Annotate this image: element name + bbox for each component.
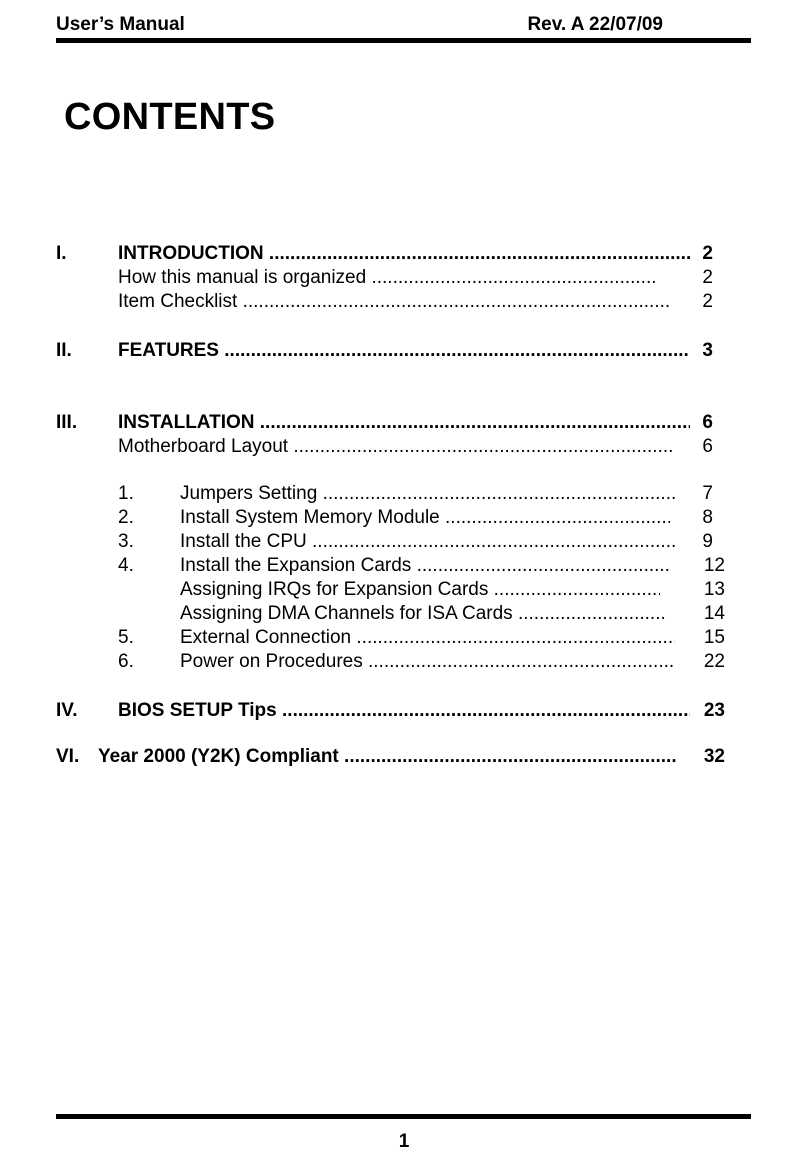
toc-entry-jumpers[interactable] [118, 482, 713, 506]
toc-entry-page: 32 [703, 746, 725, 767]
toc-entry-dma[interactable] [180, 602, 725, 626]
toc-entry-page: 15 [703, 627, 725, 648]
toc-entry-title: FEATURES ..... [118, 339, 690, 363]
toc-entry-title: Year 2000 (Y2K) Compliant ..... [98, 745, 676, 769]
toc-entry-title: Motherboard Layout ..... [118, 435, 673, 459]
toc-entry-number: 1. [118, 483, 134, 504]
toc-entry-number: 3. [118, 531, 134, 552]
toc-entry-number: II. [56, 340, 72, 361]
toc-entry-number: I. [56, 243, 67, 264]
toc-entry-page: 13 [703, 579, 725, 600]
toc-entry-page: 22 [703, 651, 725, 672]
toc-entry-introduction[interactable] [56, 242, 713, 266]
toc-entry-page: 2 [702, 243, 713, 264]
toc-entry-number: VI. [56, 746, 80, 767]
manual-name: User’s Manual [56, 14, 185, 35]
toc-entry-title: Install the Expansion Cards ..... [180, 554, 670, 578]
toc-entry-page: 8 [702, 507, 713, 528]
toc-entry-features[interactable] [56, 339, 713, 363]
toc-entry-expansion[interactable] [118, 554, 725, 578]
toc-entry-title: How this manual is organized ..... [118, 266, 658, 290]
toc-entry-number: 2. [118, 507, 134, 528]
revision-date: Rev. A 22/07/09 [527, 14, 663, 35]
toc-entry-number: III. [56, 412, 78, 433]
toc-entry-external[interactable] [118, 626, 725, 650]
toc-entry-page: 3 [702, 340, 713, 361]
toc-entry-title: External Connection ..... [180, 626, 675, 650]
page-number: 1 [398, 1131, 410, 1152]
toc-entry-title: BIOS SETUP Tips ..... [118, 699, 690, 723]
toc-entry-title: Item Checklist ..... [118, 290, 670, 314]
toc-entry-item-checklist[interactable] [118, 290, 713, 314]
toc-entry-title: Assigning IRQs for Expansion Cards ..... [180, 578, 660, 602]
toc-entry-number: 6. [118, 651, 134, 672]
toc-entry-title: Install the CPU ..... [180, 530, 677, 554]
toc-entry-page: 23 [703, 700, 725, 721]
toc-entry-page: 2 [702, 291, 713, 312]
toc-entry-page: 12 [703, 555, 725, 576]
toc-entry-how-organized[interactable] [118, 266, 713, 290]
footer-rule [56, 1114, 751, 1119]
toc-entry-power[interactable] [118, 650, 725, 674]
toc-entry-number: 5. [118, 627, 134, 648]
toc-entry-title: Jumpers Setting ..... [180, 482, 677, 506]
toc-entry-motherboard-layout[interactable] [118, 435, 713, 459]
toc-entry-cpu[interactable] [118, 530, 713, 554]
toc-entry-page: 6 [702, 412, 713, 433]
toc-entry-irqs[interactable] [180, 578, 725, 602]
toc-entry-number: 4. [118, 555, 134, 576]
toc-entry-title: Install System Memory Module ..... [180, 506, 670, 530]
toc-entry-page: 7 [702, 483, 713, 504]
toc-entry-number: IV. [56, 700, 78, 721]
toc-entry-page: 14 [703, 603, 725, 624]
toc-entry-installation[interactable] [56, 411, 713, 435]
toc-entry-y2k[interactable] [56, 745, 725, 769]
toc-entry-page: 9 [702, 531, 713, 552]
toc-entry-page: 2 [702, 267, 713, 288]
header-rule [56, 38, 751, 43]
toc-entry-bios[interactable] [56, 699, 725, 723]
toc-entry-title: INTRODUCTION ..... [118, 242, 690, 266]
toc-entry-title: INSTALLATION ..... [118, 411, 690, 435]
running-header [56, 14, 751, 40]
toc-entry-memory[interactable] [118, 506, 713, 530]
toc-entry-title: Power on Procedures ..... [180, 650, 675, 674]
page-title: CONTENTS [64, 96, 276, 138]
toc-entry-page: 6 [702, 436, 713, 457]
toc-entry-title: Assigning DMA Channels for ISA Cards ..... [180, 602, 667, 626]
